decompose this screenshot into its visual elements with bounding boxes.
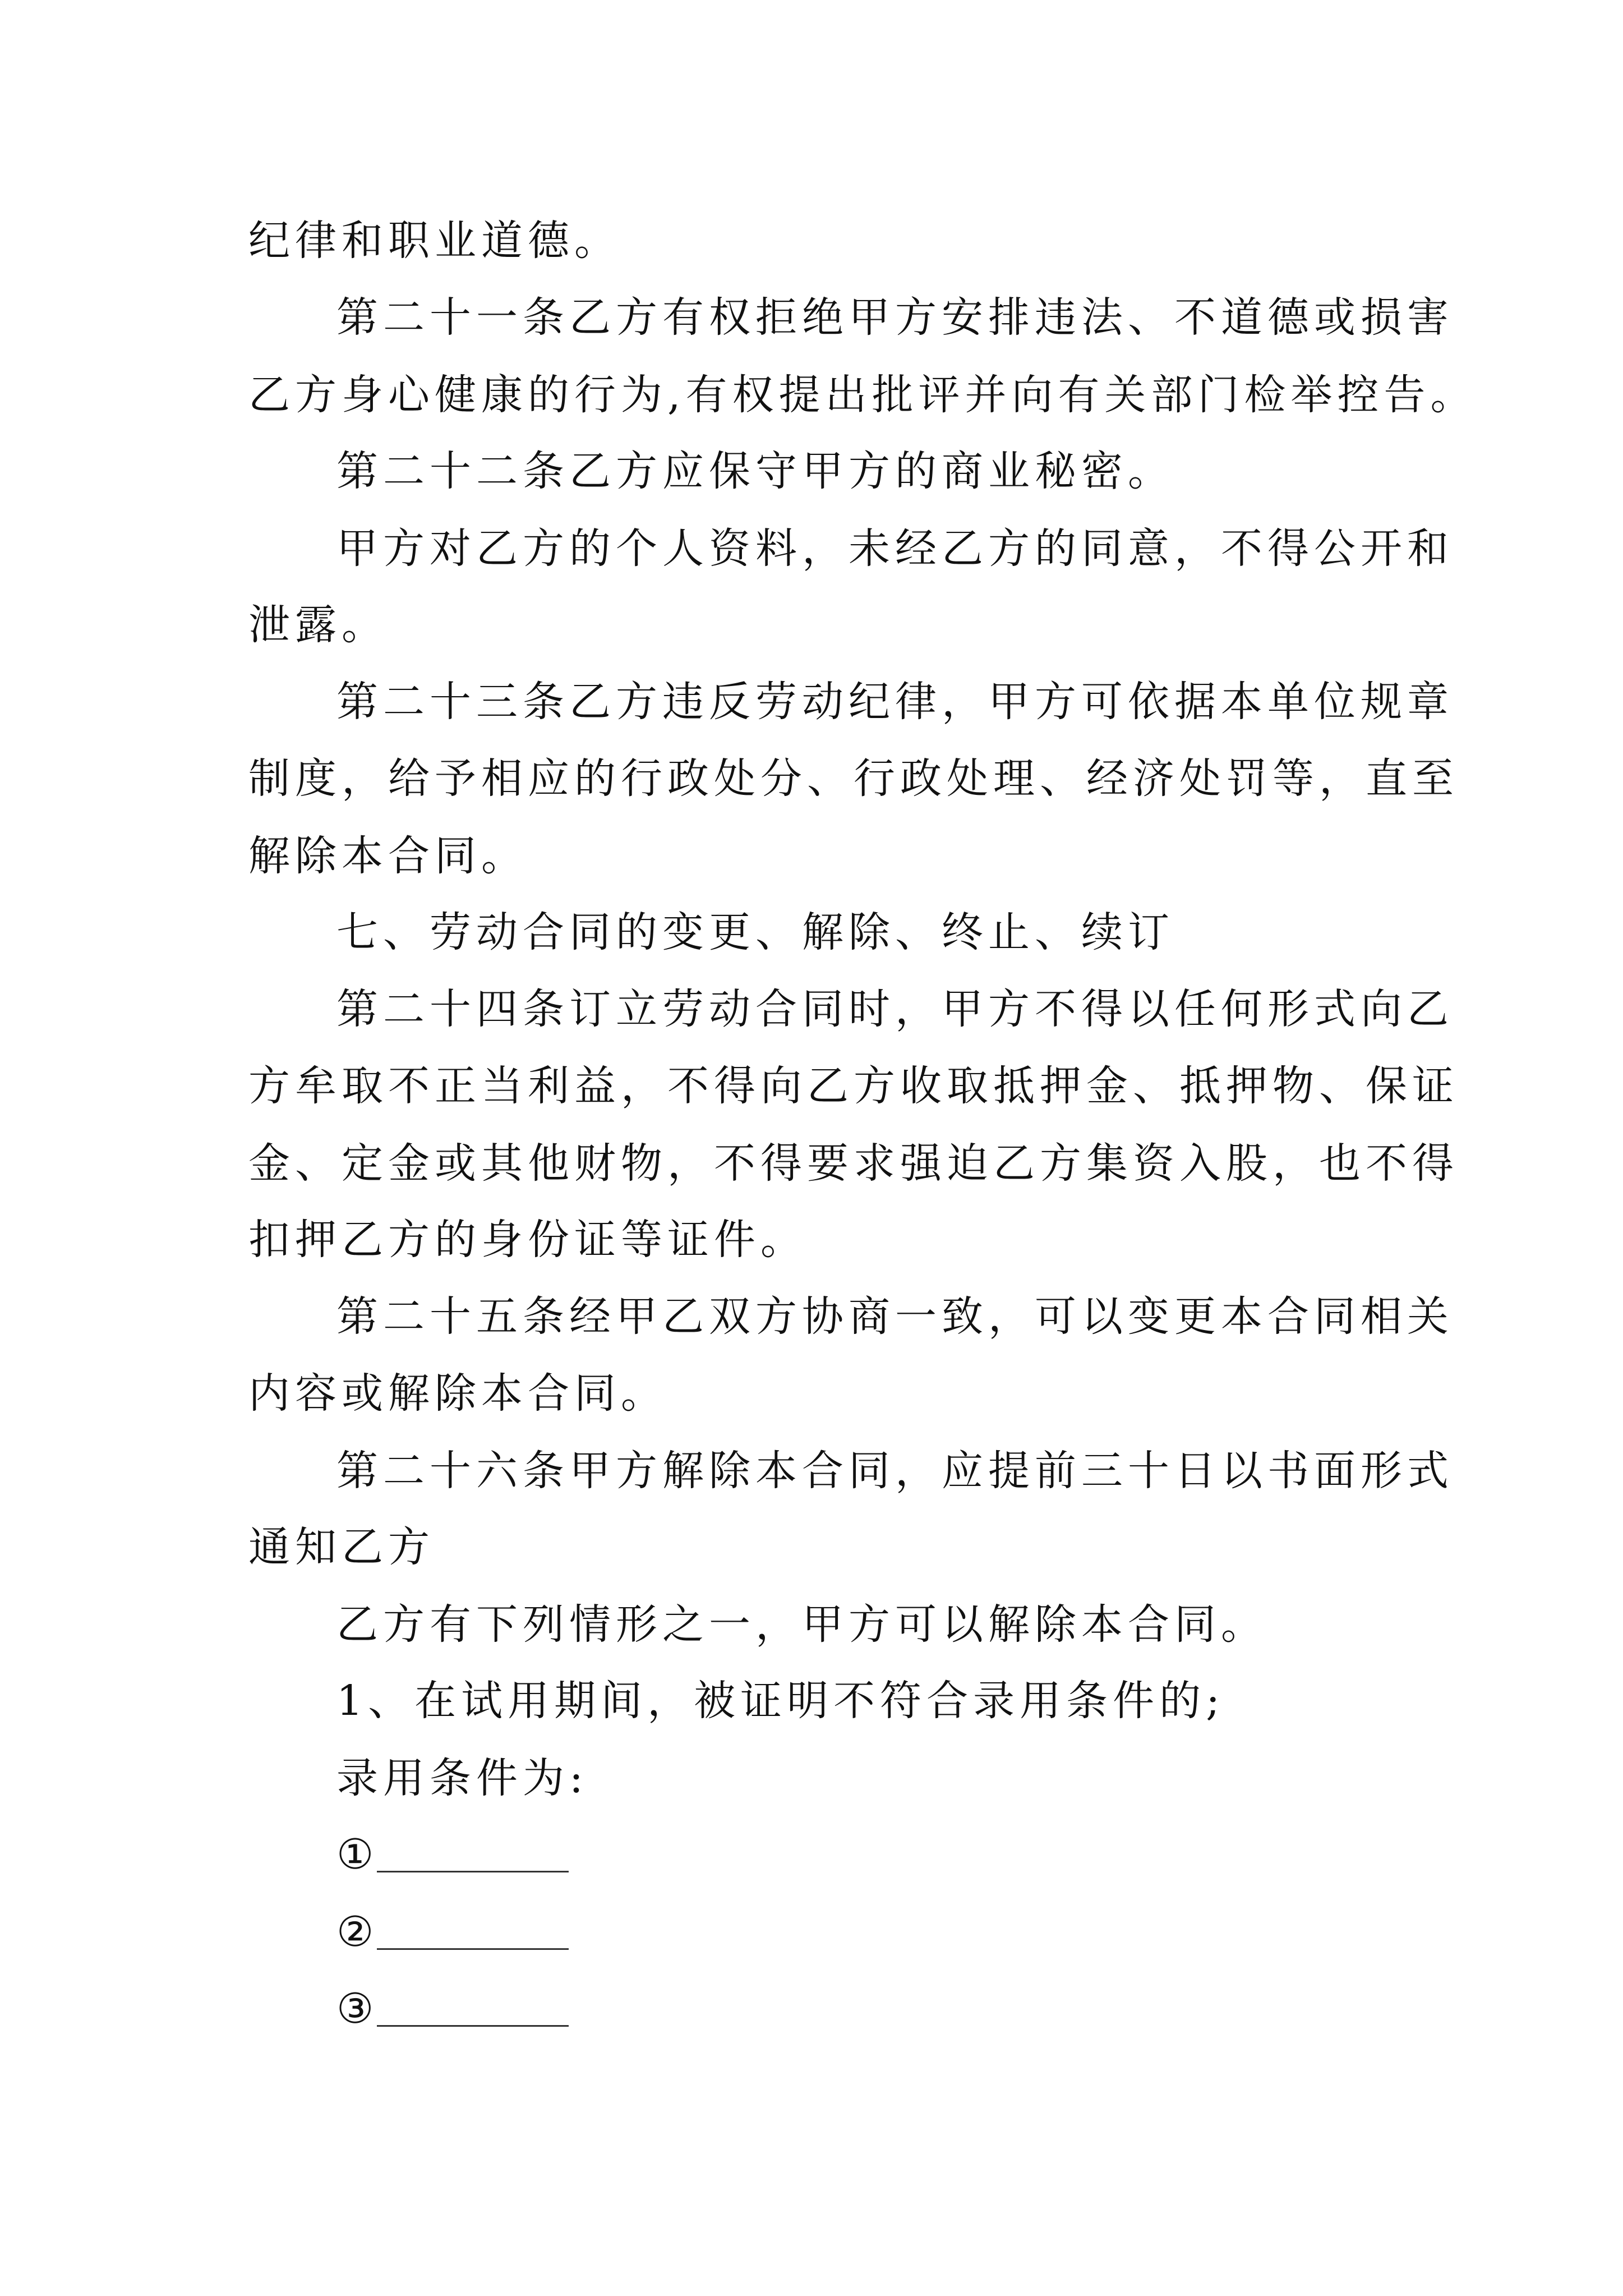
fill-in-blank <box>377 2025 569 2027</box>
text-line: 金、定金或其他财物，不得要求强迫乙方集资入股，也不得 <box>248 1139 1459 1188</box>
text-line: 第二十四条订立劳动合同时，甲方不得以任何形式向乙 <box>336 985 1454 1033</box>
text-line: 泄露。 <box>248 601 388 649</box>
text-line: 第二十六条甲方解除本合同，应提前三十日以书面形式 <box>336 1447 1454 1495</box>
text-line: 第二十五条经甲乙双方协商一致，可以变更本合同相关 <box>336 1292 1454 1341</box>
text-line: 第二十二条乙方应保守甲方的商业秘密。 <box>336 447 1174 495</box>
fill-in-blank <box>377 1948 569 1950</box>
text-line: 甲方对乙方的个人资料，未经乙方的同意，不得公开和 <box>336 524 1454 573</box>
blank-item <box>336 1906 569 1958</box>
text-line: 方牟取不正当利益，不得向乙方收取抵押金、抵押物、保证 <box>248 1062 1459 1110</box>
text-line: 通知乙方 <box>248 1523 435 1571</box>
item-marker: ② <box>336 1908 374 1956</box>
text-line: 录用条件为: <box>336 1754 588 1802</box>
text-line: 乙方身心健康的行为,有权提出批评并向有关部门检举控告。 <box>248 371 1477 419</box>
text-line: 第二十一条乙方有权拒绝甲方安排违法、不道德或损害 <box>336 293 1454 342</box>
text-line: 1、在试用期间，被证明不符合录用条件的; <box>336 1677 1225 1725</box>
text-line: 内容或解除本合同。 <box>248 1369 667 1418</box>
section-heading: 七、劳动合同的变更、解除、终止、续订 <box>336 908 1174 956</box>
text-line: 第二十三条乙方违反劳动纪律，甲方可依据本单位规章 <box>336 678 1454 726</box>
blank-item <box>336 1829 569 1880</box>
text-line: 解除本合同。 <box>248 832 528 880</box>
fill-in-blank <box>377 1871 569 1872</box>
text-line: 扣押乙方的身份证等证件。 <box>248 1216 807 1264</box>
text-line: 制度，给予相应的行政处分、行政处理、经济处罚等，直至 <box>248 754 1459 803</box>
item-marker: ① <box>336 1830 374 1879</box>
text-line: 乙方有下列情形之一，甲方可以解除本合同。 <box>336 1600 1267 1649</box>
blank-item <box>336 1983 569 2035</box>
text-line: 纪律和职业道德。 <box>248 217 621 265</box>
item-marker: ③ <box>336 1985 374 2033</box>
